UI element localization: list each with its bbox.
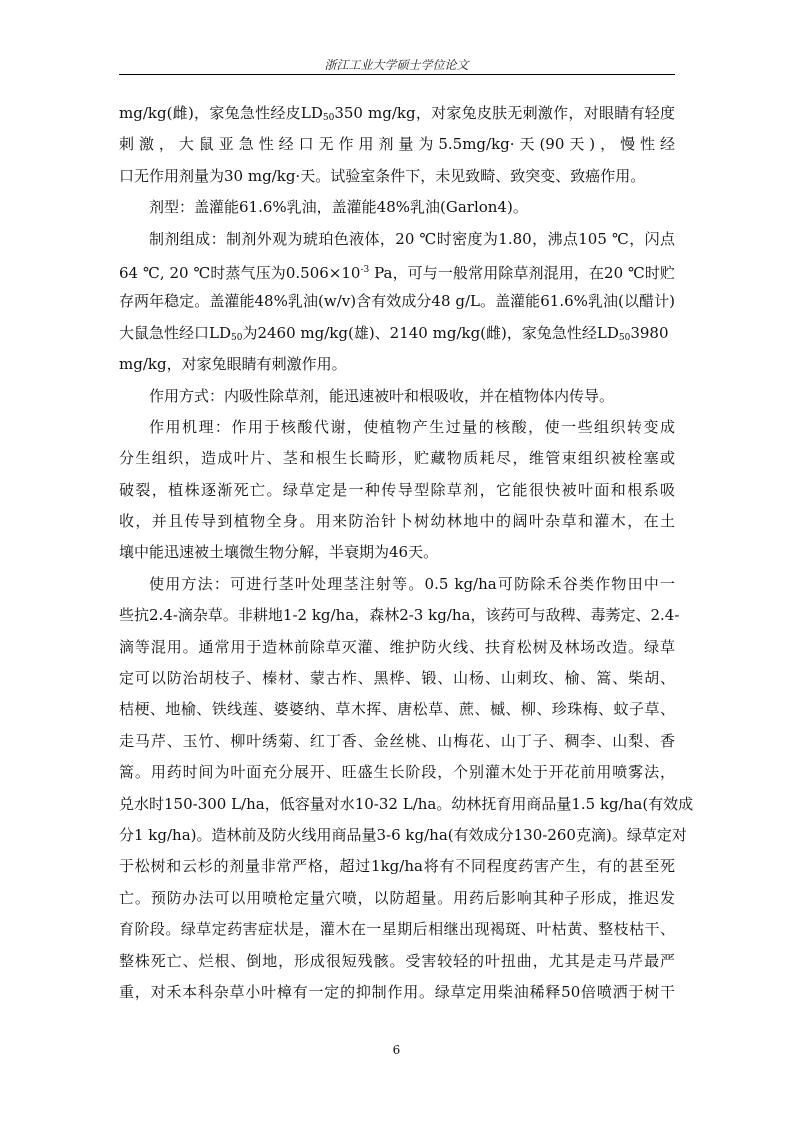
text-run: 制剂组成：制剂外观为琥珀色液体，20 ℃时密度为1.80，沸点105 ℃，闪点 [149, 229, 675, 248]
text-run: 桔梗、地榆、铁线莲、婆婆纳、草木挥、唐松草、蔗、槭、柳、珍珠梅、蚊子草、 [119, 700, 675, 719]
text-run: 些抗2.4-滴杂草。非耕地1-2 kg/ha，森林2-3 kg/ha，该药可与敌稗、毒莠定、2.4- [119, 606, 680, 625]
text-run: 64 ℃, 20 ℃时蒸气压为0.506×10 [119, 263, 361, 282]
text-run: 剂型：盖灌能61.6%乳油，盖灌能48%乳油(Garlon4)。 [149, 198, 528, 217]
text-run: 作用方式：内吸性除草剂，能迅速被叶和根吸收，并在植物体内传导。 [149, 386, 615, 405]
text-line [119, 443, 675, 474]
text-line [119, 851, 675, 882]
text-subscript: 50 [322, 113, 335, 123]
text-line [119, 663, 675, 694]
text-line [119, 537, 675, 568]
text-run: 刺激，大鼠亚急性经口无作用剂量为5.5mg/kg·天(90天)，慢性经 [119, 135, 675, 154]
text-supscript: -3 [360, 264, 370, 275]
page-number: 6 [392, 1043, 401, 1057]
text-line [119, 600, 680, 631]
text-run: 重，对禾本科杂草小叶樟有一定的抑制作用。绿草定用柴油稀释50倍喷洒于树干 [119, 982, 675, 1001]
text-line [119, 318, 675, 349]
text-run: mg/kg(雌)，家兔急性经皮LD [119, 104, 323, 122]
text-line [119, 412, 675, 443]
text-line [119, 914, 675, 945]
text-run: 定可以防治胡枝子、榛材、蒙古柞、黑桦、锻、山杨、山刺玫、榆、篙、柴胡、 [119, 669, 675, 688]
text-line [119, 883, 675, 914]
text-run: 破裂，植株逐渐死亡。绿草定是一种传导型除草剂，它能很快被叶面和根系吸 [119, 480, 675, 499]
text-run: 口无作用剂量为30 mg/kg·天。试验室条件下，未见致畸、致突变、致癌作用。 [119, 166, 646, 185]
text-subscript: 50 [618, 332, 631, 343]
text-line [119, 161, 675, 192]
text-run: 亡。预防办法可以用喷枪定量穴喷，以防超量。用药后影响其种子形成，推迟发 [119, 888, 675, 907]
text-run: 于松树和云杉的剂量非常严格，超过1kg/ha将有不同程度药害产生，有的甚至死 [119, 857, 675, 876]
text-line [119, 224, 675, 255]
text-line [119, 569, 675, 600]
text-line [119, 506, 675, 537]
text-run: 3980 [630, 323, 669, 342]
text-line [119, 946, 675, 977]
text-run: mg/kg，对家兔眼睛有刺激作用。 [119, 355, 347, 374]
text-run: 存两年稳定。盖灌能48%乳油(w/v)含有效成分48 g/L。盖灌能61.6%乳油(以醋计) [119, 292, 675, 311]
text-run: 走马芹、玉竹、柳叶绣菊、红丁香、金丝桃、山梅花、山丁子、稠李、山梨、香 [119, 731, 675, 750]
text-line [119, 789, 694, 820]
text-line [119, 694, 675, 725]
text-line [119, 632, 675, 663]
text-run: 篙。用药时间为叶面充分展开、旺盛生长阶段，个别灌木处于开花前用喷雾法， [119, 763, 675, 782]
text-subscript: 50 [231, 332, 243, 343]
text-run: 滴等混用。通常用于造林前除草灭灌、维护防火线、扶育松树及林场改造。绿草 [119, 637, 675, 656]
running-header: 浙江工业大学硕士学位论文 [324, 58, 469, 72]
text-line [119, 98, 675, 129]
text-run: 使用方法：可进行茎叶处理茎注射等。0.5 kg/ha可防除禾谷类作物田中一 [149, 574, 675, 593]
text-line [119, 129, 675, 160]
text-run: 大鼠急性经口LD [119, 323, 231, 342]
text-run: 350 mg/kg，对家兔皮肤无刺激作，对眼睛有轻度 [334, 104, 675, 122]
text-run: 作用机理：作用于核酸代谢，使植物产生过量的核酸，使一些组织转变成 [149, 417, 675, 436]
text-run: 为2460 mg/kg(雄)、2140 mg/kg(雌)，家兔急性经LD [242, 323, 619, 342]
text-line [119, 255, 675, 286]
text-line [119, 381, 675, 412]
header-rule [119, 74, 675, 75]
text-run: 分1 kg/ha)。造林前及防火线用商品量3-6 kg/ha(有效成分130-260克滴)。绿草定对 [119, 825, 687, 844]
text-run: 兑水时150-300 L/ha，低容量对水10-32 L/ha。幼林抚育用商品量1.5 kg/ha(有效成 [119, 794, 694, 813]
text-line [119, 757, 675, 788]
text-run: 整株死亡、烂根、倒地，形成很短残骸。受害较轻的叶扭曲，尤其是走马芹最严 [119, 951, 675, 970]
text-line [119, 977, 675, 1008]
text-line [119, 349, 675, 380]
text-run: Pa，可与一般常用除草剂混用，在20 ℃时贮 [369, 263, 675, 282]
text-line [119, 726, 675, 757]
text-run: 分生组织，造成叶片、茎和根生长畸形，贮藏物质耗尽，维管束组织被栓塞或 [119, 449, 675, 468]
text-run: 育阶段。绿草定药害症状是，灌木在一星期后相继出现褐斑、叶枯黄、整枝枯干、 [119, 920, 675, 939]
body-text [119, 98, 694, 1008]
text-line [119, 475, 675, 506]
text-run: 壤中能迅速被土壤微生物分解，半衰期为46天。 [119, 543, 439, 562]
text-line [119, 820, 687, 851]
text-line [119, 192, 675, 223]
text-run: 收，并且传导到植物全身。用来防治针卜树幼林地中的阔叶杂草和灌木，在土 [119, 512, 675, 531]
text-line [119, 286, 675, 317]
